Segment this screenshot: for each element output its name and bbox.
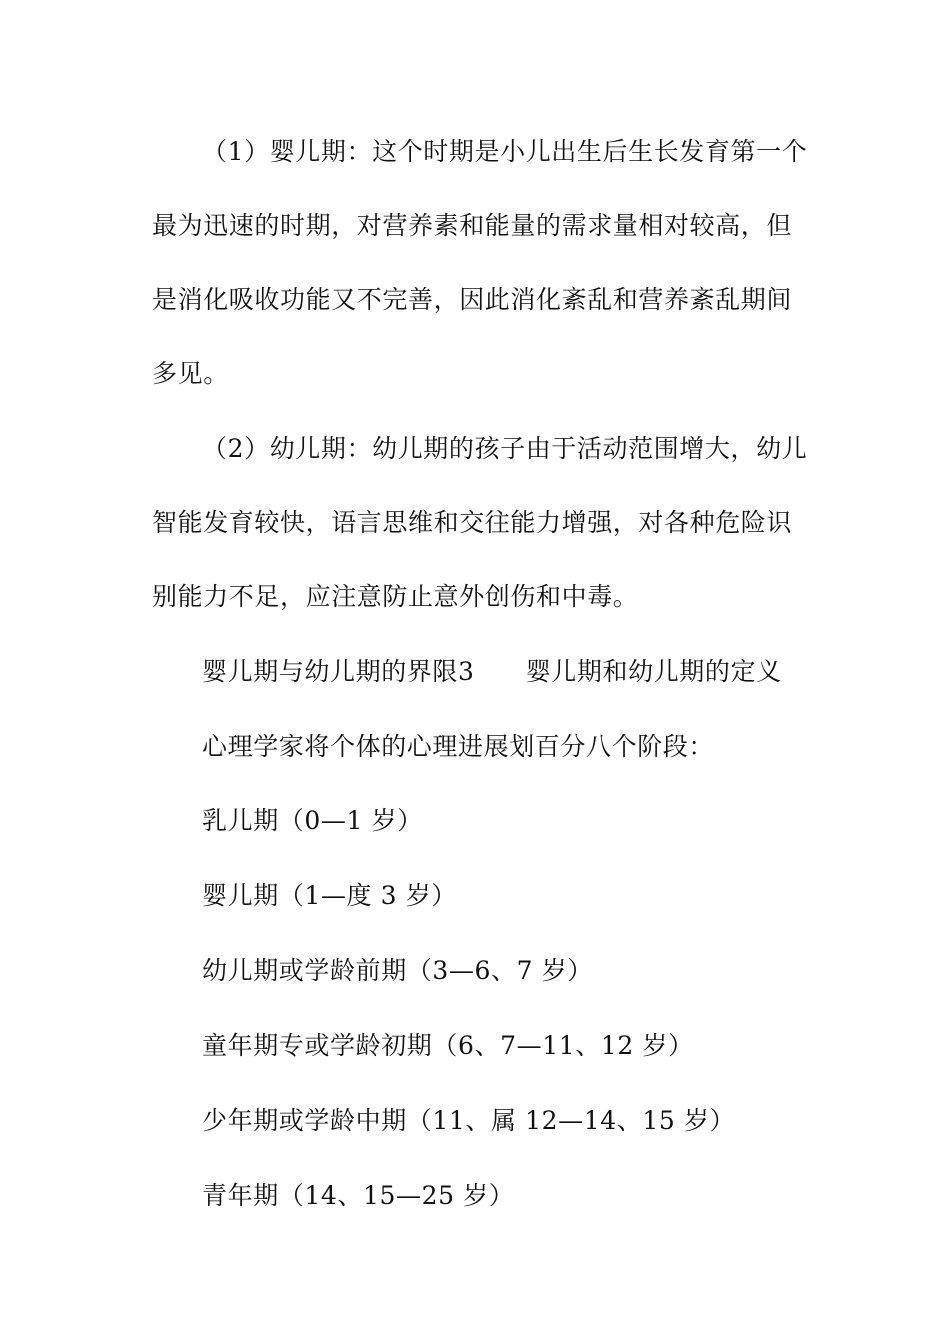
stage-list-item: 乳儿期（0—1 岁） (202, 806, 423, 835)
paragraph1-line4: 多见。 (152, 359, 229, 388)
paragraph1-line1: （1）婴儿期：这个时期是小儿出生后生长发育第一个 (202, 137, 808, 166)
paragraph2-line3: 别能力不足，应注意防止意外创伤和中毒。 (152, 582, 639, 611)
paragraph2-line1: （2）幼儿期：幼儿期的孩子由于活动范围增大，幼儿 (202, 434, 808, 463)
paragraph1-line2: 最为迅速的时期，对营养素和能量的需求量相对较高，但 (152, 211, 793, 240)
stage-list-item: 青年期（14、15—25 岁） (202, 1181, 515, 1210)
stage-list-item: 幼儿期或学龄前期（3—6、7 岁） (202, 956, 593, 985)
section-heading: 婴儿期与幼儿期的界限3 婴儿期和幼儿期的定义 (202, 657, 782, 686)
intro-text: 心理学家将个体的心理进展划百分八个阶段： (202, 732, 715, 761)
paragraph2-line2: 智能发育较快，语言思维和交往能力增强，对各种危险识 (152, 508, 793, 537)
stage-list-item: 婴儿期（1—度 3 岁） (202, 881, 457, 910)
stage-list-item: 少年期或学龄中期（11、属 12—14、15 岁） (202, 1106, 736, 1135)
stage-list-item: 童年期专或学龄初期（6、7—11、12 岁） (202, 1031, 694, 1060)
paragraph1-line3: 是消化吸收功能又不完善，因此消化紊乱和营养紊乱期间 (152, 285, 793, 314)
